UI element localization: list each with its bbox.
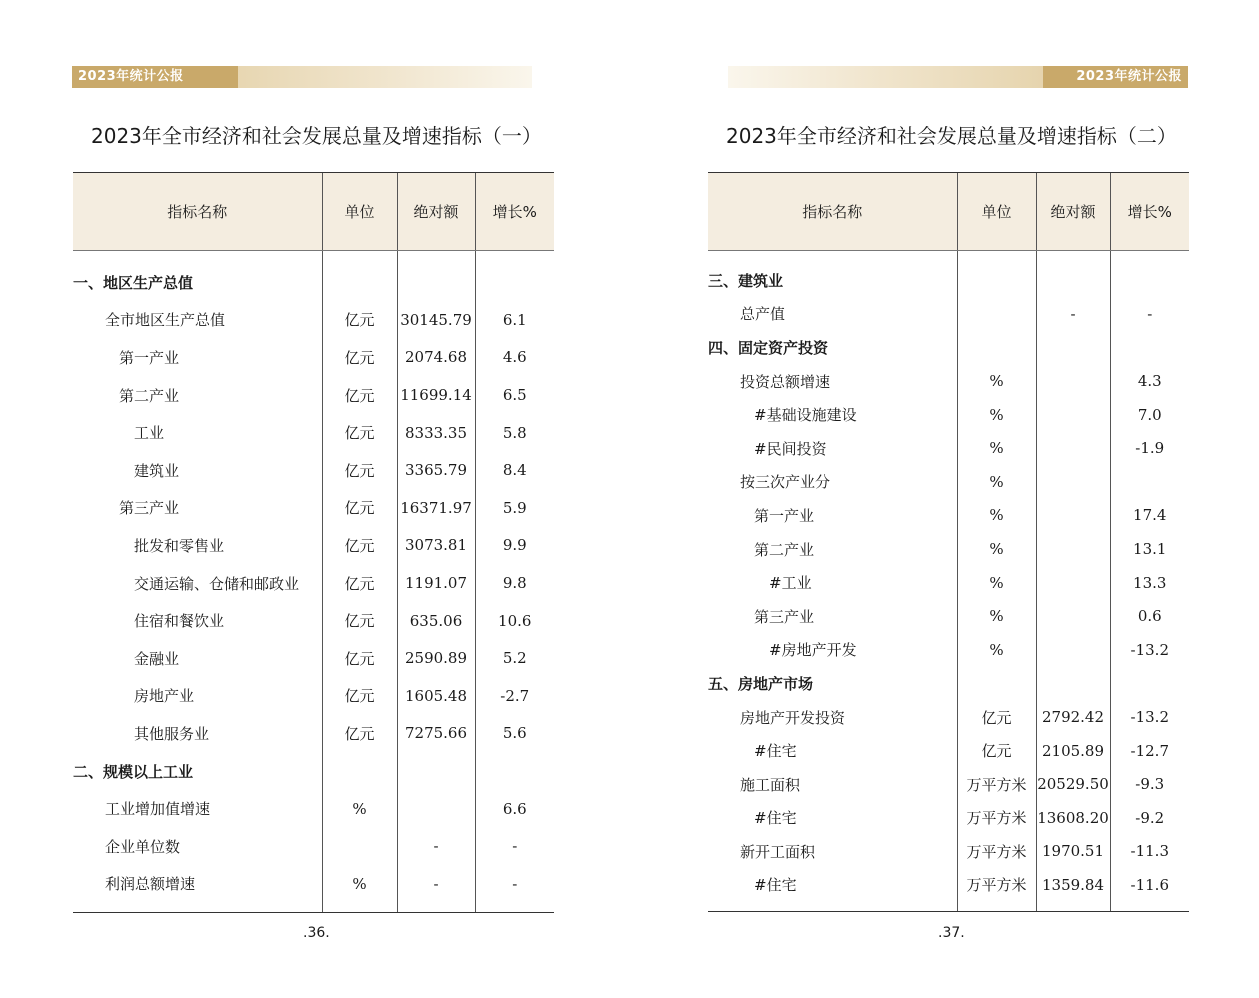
indicator-growth: 4.3 [1110,364,1189,398]
indicator-value: 8333.35 [397,414,475,452]
spacer-cell [957,902,1036,912]
indicator-value [1036,499,1110,533]
indicator-name: 批发和零售业 [134,536,225,555]
indicator-growth [1110,465,1189,499]
header-value: 绝对额 [397,173,475,251]
indicator-value [1036,532,1110,566]
indicator-growth: 9.9 [475,527,554,565]
header-unit: 单位 [957,173,1036,251]
indicator-unit: 亿元 [322,564,397,602]
indicator-name: #工业 [769,574,812,593]
indicator-table [708,172,1189,912]
header-name: 指标名称 [73,173,322,251]
header-value: 绝对额 [1036,173,1110,251]
indicator-growth: - [475,865,554,903]
indicator-growth: 7.0 [1110,398,1189,432]
indicator-value: - [397,865,475,903]
table-row [708,431,1189,465]
indicator-name: 第一产业 [119,348,180,367]
indicator-unit [957,667,1036,701]
indicator-unit: % [322,790,397,828]
indicator-name: 一、地区生产总值 [73,273,194,292]
indicator-unit: 亿元 [322,715,397,753]
spacer-cell [1036,902,1110,912]
indicator-unit: 万平方米 [957,835,1036,869]
indicator-value [397,752,475,790]
indicator-unit: 亿元 [322,527,397,565]
table-row [73,639,554,677]
indicator-value [1036,599,1110,633]
indicator-value: 1359.84 [1036,868,1110,902]
indicator-unit: % [957,465,1036,499]
indicator-unit [957,264,1036,298]
spacer-cell [322,903,397,913]
indicator-value: - [1036,297,1110,331]
spacer-cell [1110,251,1189,264]
indicator-value [1036,465,1110,499]
indicator-growth [1110,667,1189,701]
table-spacer [708,251,1189,264]
spacer-cell [475,903,554,913]
page-number: .36. [303,925,330,941]
indicator-growth: 4.6 [475,339,554,377]
table-row [708,835,1189,869]
indicator-name: 施工面积 [740,775,801,794]
indicator-growth: 0.6 [1110,599,1189,633]
header-name: 指标名称 [708,173,957,251]
table-row [708,364,1189,398]
table-row [73,715,554,753]
indicator-unit: % [957,532,1036,566]
indicator-growth: -2.7 [475,677,554,715]
indicator-value: 1970.51 [1036,835,1110,869]
indicator-value: 7275.66 [397,715,475,753]
indicator-unit: 亿元 [322,376,397,414]
page-left [0,0,629,998]
section-row [708,331,1189,365]
indicator-growth: 10.6 [475,602,554,640]
table-row [708,566,1189,600]
indicator-value [1036,633,1110,667]
indicator-value [1036,431,1110,465]
indicator-name: 其他服务业 [134,724,210,743]
indicator-value [397,264,475,302]
section-row [73,264,554,302]
indicator-value [1036,667,1110,701]
indicator-unit: 亿元 [322,451,397,489]
indicator-value: 1191.07 [397,564,475,602]
table-row [73,865,554,903]
indicator-unit: 亿元 [322,489,397,527]
indicator-value: 1605.48 [397,677,475,715]
indicator-growth: 6.6 [475,790,554,828]
table-row [708,734,1189,768]
indicator-growth: -12.7 [1110,734,1189,768]
header-growth: 增长% [475,173,554,251]
spacer-cell [73,903,322,913]
table-header-row [73,173,554,251]
indicator-growth: -13.2 [1110,700,1189,734]
indicator-value [1036,566,1110,600]
spacer-cell [957,251,1036,264]
header-growth: 增长% [1110,173,1189,251]
table-row [73,602,554,640]
indicator-growth: 13.3 [1110,566,1189,600]
indicator-growth: 8.4 [475,451,554,489]
table-row [708,599,1189,633]
indicator-growth: - [1110,297,1189,331]
indicator-name: 第三产业 [119,499,180,518]
indicator-growth: -11.3 [1110,835,1189,869]
indicator-growth: 5.2 [475,639,554,677]
indicator-unit: % [322,865,397,903]
indicator-growth: -9.2 [1110,801,1189,835]
indicator-name: #住宅 [754,742,797,761]
indicator-value: 11699.14 [397,376,475,414]
report-label: 2023年统计公报 [1043,66,1188,88]
table-header-row [708,173,1189,251]
indicator-name: #民间投资 [754,439,827,458]
table-row [708,801,1189,835]
page-right [629,0,1258,998]
table-row [708,499,1189,533]
indicator-growth: 5.6 [475,715,554,753]
spacer-cell [708,902,957,912]
section-row [73,752,554,790]
table-row [73,564,554,602]
indicator-unit: % [957,566,1036,600]
table-row [708,532,1189,566]
indicator-unit: 亿元 [322,301,397,339]
indicator-growth: 6.5 [475,376,554,414]
indicator-name: 投资总额增速 [740,372,831,391]
indicator-growth [475,264,554,302]
table-row [73,414,554,452]
indicator-unit [322,752,397,790]
table-spacer [73,251,554,264]
indicator-name: 按三次产业分 [740,473,831,492]
indicator-growth [475,752,554,790]
page-title: 2023年全市经济和社会发展总量及增速指标（一） [91,124,542,148]
indicator-growth [1110,331,1189,365]
indicator-name: #房地产开发 [769,641,857,660]
table-spacer [73,903,554,913]
indicator-growth: -1.9 [1110,431,1189,465]
indicator-name: 利润总额增速 [105,875,196,894]
indicator-name: 住宿和餐饮业 [134,612,225,631]
indicator-name: 三、建筑业 [708,271,784,290]
table-row [73,301,554,339]
indicator-name: #基础设施建设 [754,406,857,425]
indicator-value [1036,364,1110,398]
table-spacer [708,902,1189,912]
table-row [73,790,554,828]
indicator-unit: 万平方米 [957,801,1036,835]
indicator-value [397,790,475,828]
indicator-value: 3073.81 [397,527,475,565]
indicator-unit: 亿元 [322,414,397,452]
indicator-value: - [397,827,475,865]
indicator-value: 20529.50 [1036,767,1110,801]
indicator-name: 第二产业 [119,386,180,405]
indicator-growth: 5.9 [475,489,554,527]
indicator-name: 总产值 [740,305,786,324]
spacer-cell [322,251,397,264]
indicator-growth: 6.1 [475,301,554,339]
indicator-value: 2792.42 [1036,700,1110,734]
indicator-value: 30145.79 [397,301,475,339]
indicator-value: 2074.68 [397,339,475,377]
indicator-name: 五、房地产市场 [708,674,814,693]
indicator-name: 四、固定资产投资 [708,338,829,357]
spacer-cell [475,251,554,264]
indicator-growth: -13.2 [1110,633,1189,667]
indicator-name: 二、规模以上工业 [73,762,194,781]
page-title: 2023年全市经济和社会发展总量及增速指标（二） [726,124,1177,148]
indicator-unit: 亿元 [957,700,1036,734]
table-row [708,767,1189,801]
indicator-value: 635.06 [397,602,475,640]
indicator-unit: 亿元 [322,602,397,640]
indicator-unit [322,264,397,302]
section-row [708,667,1189,701]
indicator-value [1036,398,1110,432]
section-row [708,264,1189,298]
indicator-name: 企业单位数 [105,837,181,856]
table-row [708,465,1189,499]
indicator-name: 建筑业 [134,461,180,480]
indicator-unit [322,827,397,865]
table-row [73,677,554,715]
table-row [708,868,1189,902]
indicator-unit: % [957,633,1036,667]
indicator-table [73,172,554,913]
indicator-unit: % [957,398,1036,432]
spacer-cell [397,903,475,913]
indicator-name: 金融业 [134,649,180,668]
indicator-growth: - [475,827,554,865]
indicator-unit: 亿元 [957,734,1036,768]
indicator-value: 13608.20 [1036,801,1110,835]
indicator-value: 16371.97 [397,489,475,527]
indicator-growth: 17.4 [1110,499,1189,533]
indicator-growth: -11.6 [1110,868,1189,902]
indicator-growth: 9.8 [475,564,554,602]
indicator-unit: % [957,364,1036,398]
table-row [708,398,1189,432]
page-number: .37. [938,925,965,941]
indicator-value: 2105.89 [1036,734,1110,768]
report-label: 2023年统计公报 [72,66,238,88]
indicator-unit [957,297,1036,331]
indicator-name: 第三产业 [754,607,815,626]
indicator-name: #住宅 [754,876,797,895]
indicator-unit: 亿元 [322,339,397,377]
indicator-unit: 万平方米 [957,767,1036,801]
indicator-unit: % [957,499,1036,533]
table-row [73,376,554,414]
indicator-name: 房地产业 [134,687,195,706]
indicator-unit: 亿元 [322,677,397,715]
indicator-name: 新开工面积 [740,842,816,861]
indicator-name: 全市地区生产总值 [105,311,226,330]
indicator-unit: % [957,431,1036,465]
spacer-cell [708,251,957,264]
indicator-name: 第一产业 [754,506,815,525]
table-row [73,339,554,377]
indicator-unit: 亿元 [322,639,397,677]
spacer-cell [397,251,475,264]
spacer-cell [1036,251,1110,264]
table-row [73,527,554,565]
indicator-value [1036,264,1110,298]
indicator-value: 3365.79 [397,451,475,489]
table-row [73,827,554,865]
indicator-unit [957,331,1036,365]
table-row [708,700,1189,734]
indicator-growth: 5.8 [475,414,554,452]
indicator-value [1036,331,1110,365]
indicator-value: 2590.89 [397,639,475,677]
indicator-name: 工业增加值增速 [105,800,211,819]
indicator-name: 交通运输、仓储和邮政业 [134,574,300,593]
table-row [708,633,1189,667]
indicator-growth: -9.3 [1110,767,1189,801]
spacer-cell [1110,902,1189,912]
indicator-name: 房地产开发投资 [740,708,846,727]
spacer-cell [73,251,322,264]
indicator-growth: 13.1 [1110,532,1189,566]
indicator-name: 工业 [134,424,165,443]
indicator-name: #住宅 [754,809,797,828]
table-row [73,489,554,527]
header-unit: 单位 [322,173,397,251]
indicator-name: 第二产业 [754,540,815,559]
indicator-unit: % [957,599,1036,633]
table-row [73,451,554,489]
table-row [708,297,1189,331]
indicator-growth [1110,264,1189,298]
indicator-unit: 万平方米 [957,868,1036,902]
